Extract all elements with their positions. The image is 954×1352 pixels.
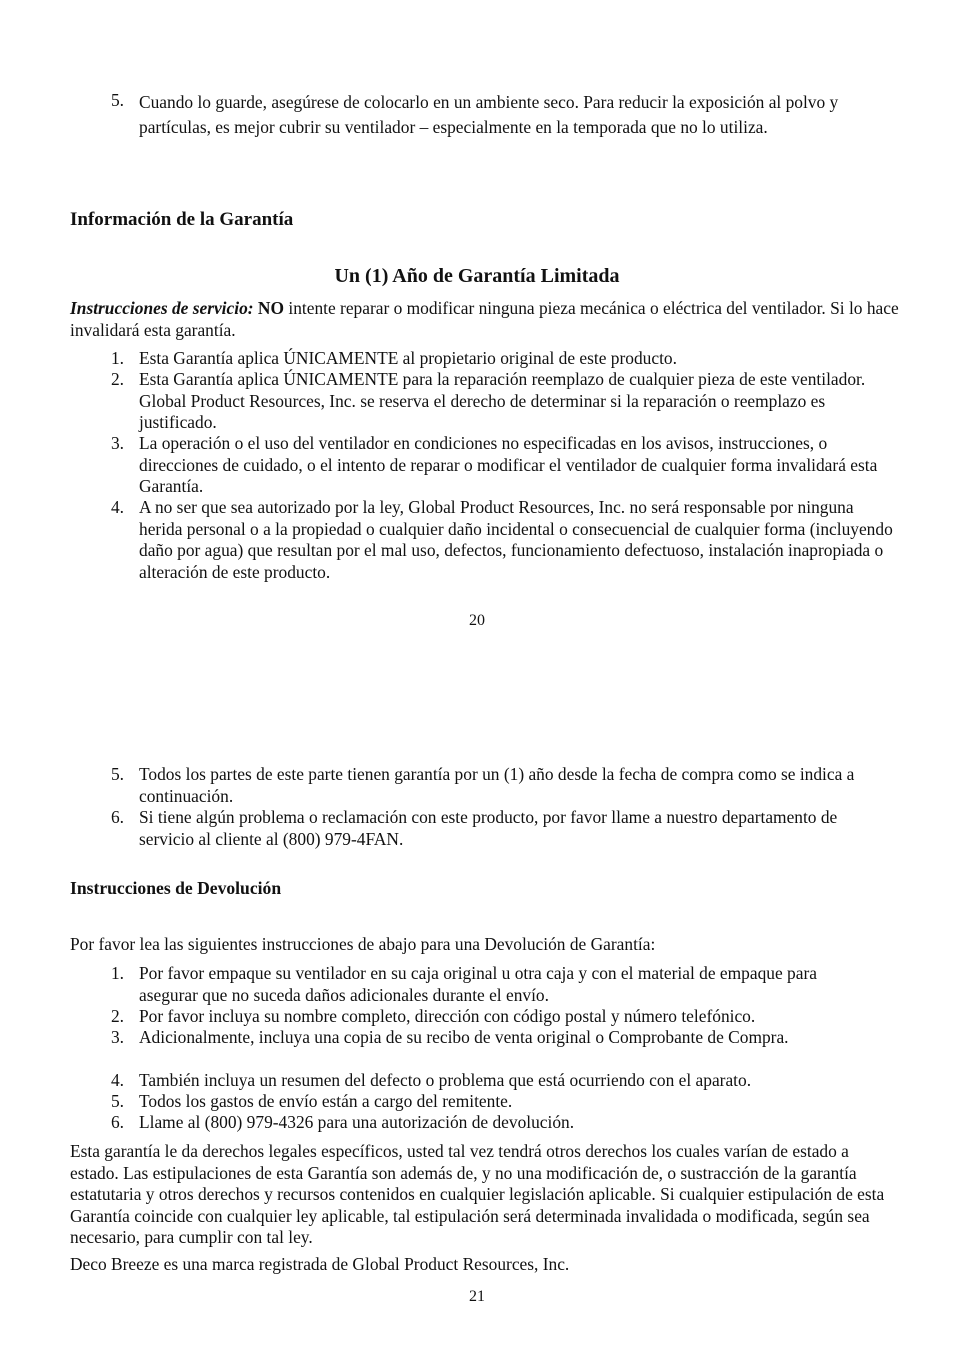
list-number: 5. (110, 1091, 124, 1111)
list-text: La operación o el uso del ventilador en condiciones no especificadas en los avisos, instrucciones, o direcciones de cuidado, o el intento de reparar o modificar el ventilador de cualquier forma invalidará esta Garantía. (139, 433, 878, 496)
return-heading: Instrucciones de Devolución (70, 878, 282, 898)
list-number: 1. (110, 963, 124, 983)
list-text: Si tiene algún problema o reclamación con este producto, por favor llame a nuestro departamento de servicio al cliente al (800) 979-4FAN. (139, 807, 838, 849)
page-number-20: 20 (469, 612, 485, 629)
list-number: 4. (110, 1070, 124, 1090)
list-number: 6. (110, 1112, 124, 1132)
list-text: Llame al (800) 979-4326 para una autorización de devolución. (139, 1112, 575, 1132)
list-text: Por favor empaque su ventilador en su caja original u otra caja y con el material de empaque para asegurar que no suceda daños adicionales durante el envío. (139, 963, 817, 1005)
page-number-21: 21 (469, 1288, 485, 1305)
list-text: Todos los partes de este parte tienen garantía por un (1) año desde la fecha de compra como se indica a continuación. (139, 764, 855, 806)
list-text: Todos los gastos de envío están a cargo del remitente. (139, 1091, 513, 1111)
list-text: Esta Garantía aplica ÚNICAMENTE al propietario original de este producto. (139, 348, 677, 368)
list-number: 3. (110, 1027, 124, 1047)
service-instructions (70, 298, 900, 341)
list-number: 5. (110, 90, 124, 110)
list-text: Adicionalmente, incluya una copia de su recibo de venta original o Comprobante de Compra. (139, 1027, 789, 1047)
service-label: Instrucciones de servicio: (70, 298, 254, 318)
list-number: 4. (110, 497, 124, 517)
service-text: intente reparar o modificar ninguna pieza mecánica o eléctrica del ventilador. Si lo hace invalidará esta garantía. (70, 298, 899, 340)
warranty-heading: Información de la Garantía (70, 209, 294, 230)
list-text: Cuando lo guarde, asegúrese de colocarlo en un ambiente seco. Para reducir la exposición al polvo y partículas, es mejor cubrir su ventilador – especialmente en la temporada que no lo utiliza. (139, 92, 839, 137)
list-text: Por favor incluya su nombre completo, dirección con código postal y número telefónico. (139, 1006, 756, 1026)
warranty-title: Un (1) Año de Garantía Limitada (334, 265, 620, 287)
list-number: 6. (110, 807, 124, 827)
list-text: Esta Garantía aplica ÚNICAMENTE para la reparación reemplazo de cualquier pieza de este ventilador. Global Product Resources, Inc. se reserva el derecho de determinar si la reparación o reemplazo es justificado. (139, 369, 866, 432)
list-number: 2. (110, 369, 124, 389)
list-number: 2. (110, 1006, 124, 1026)
service-no: NO (257, 298, 285, 318)
list-number: 3. (110, 433, 124, 453)
trademark-notice: Deco Breeze es una marca registrada de Global Product Resources, Inc. (70, 1254, 570, 1274)
return-intro: Por favor lea las siguientes instrucciones de abajo para una Devolución de Garantía: (70, 934, 656, 954)
list-number: 5. (110, 764, 124, 784)
legal-paragraph: Esta garantía le da derechos legales específicos, usted tal vez tendrá otros derechos los cuales varían de estado a estado. Las estipulaciones de esta Garantía son además de, y no una modificación de, o sustracción de la garantía estatutaria y otros derechos y recursos contenidos en cualquier legislación aplicable. Si cualquier estipulación de esta Garantía coincide con cualquier ley aplicable, tal estipulación será determinada invalidada o modificada, según sea necesario, para cumplir con tal ley. (70, 1141, 885, 1247)
list-text: También incluya un resumen del defecto o problema que está ocurriendo con el aparato. (139, 1070, 752, 1090)
list-number: 1. (110, 348, 124, 368)
list-text: A no ser que sea autorizado por la ley, Global Product Resources, Inc. no será responsable por ninguna herida personal o a la propiedad o cualquier daño incidental o consecuencial de cualquier forma (incluyendo daño por agua) que resultan por el mal uso, defectos, funcionamiento defectuoso, instalación inapropiada o alteración de este producto. (139, 497, 893, 582)
